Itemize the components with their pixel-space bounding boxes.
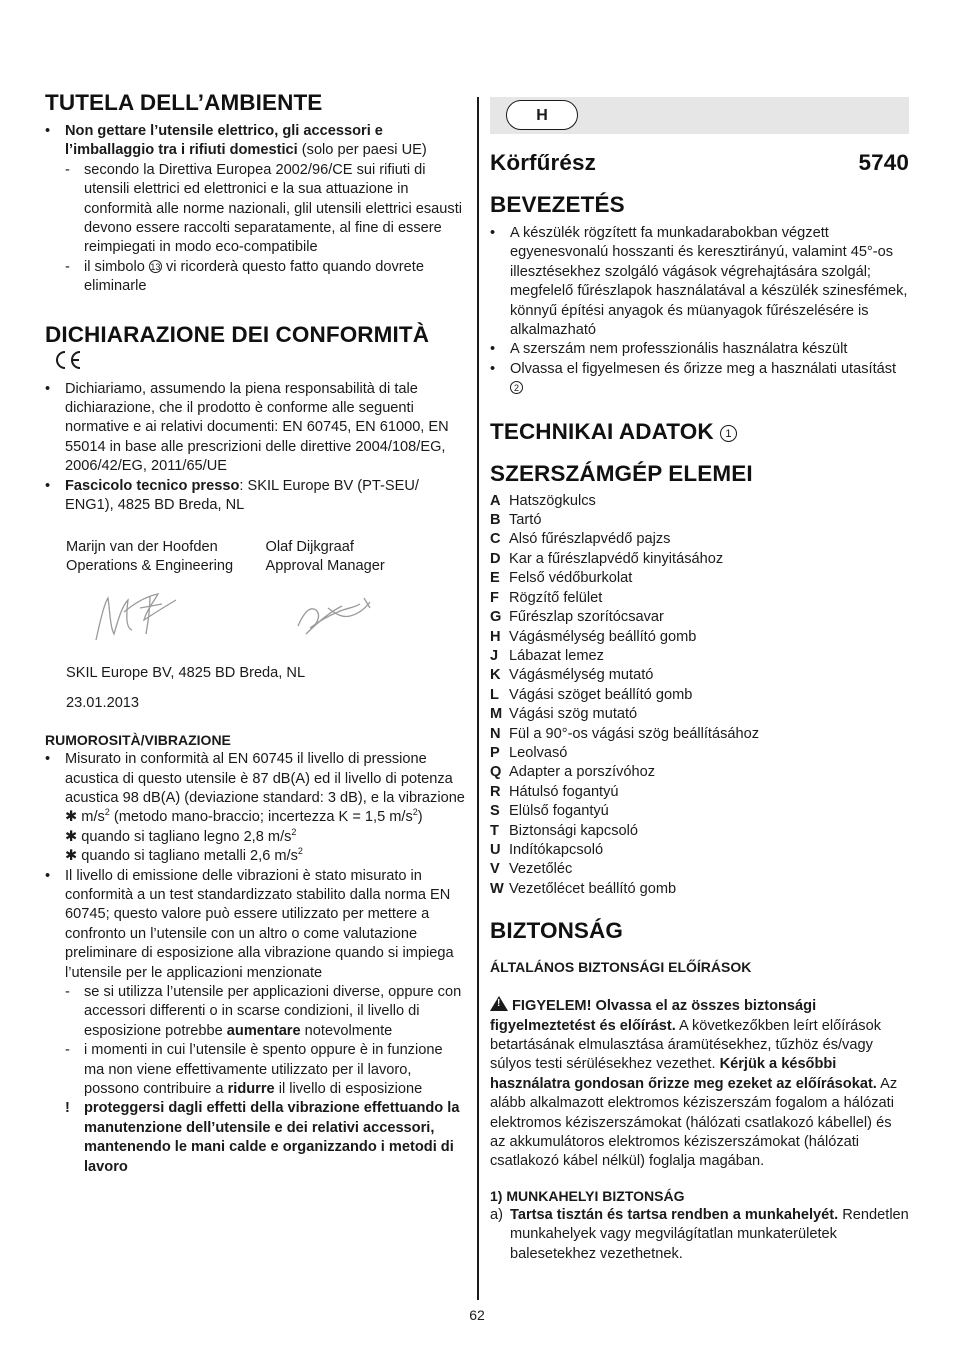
part-letter: G (490, 609, 502, 626)
list-item (490, 492, 909, 511)
warning-triangle-icon (490, 996, 508, 1011)
list-item (490, 530, 909, 549)
exclamation-mark: ! (65, 1100, 70, 1117)
superscript: 2 (291, 826, 297, 837)
noise-section (45, 750, 465, 1177)
list-item: - se si utilizza l’utensile per applicazioni diverse, oppure con accessori differenti o in scarse condizioni, il livello di esposizione potrebbe aumentare notevolmente (65, 984, 462, 1039)
part-letter: J (490, 647, 499, 664)
noise-dash-1-b: notevolmente (300, 1022, 393, 1039)
env-bullet-rest: (solo per paesi UE) (297, 142, 427, 159)
part-label: Fül a 90°-os vágási szög beállításához (509, 725, 760, 742)
part-letter: E (490, 570, 500, 587)
list-item: • Non gettare l’utensile elettrico, gli accessori e l’imballaggio tra i rifiuti domestici (solo per paesi UE) (45, 123, 427, 159)
list-item (490, 589, 909, 608)
part-letter: U (490, 841, 501, 858)
part-label: Alsó fűrészlapvédő pajzs (509, 531, 671, 548)
part-label: Adapter a porszívóhoz (509, 764, 656, 781)
part-label: Fűrészlap szorítócsavar (509, 609, 664, 626)
list-item (45, 1099, 465, 1177)
noise-bullet-2: Il livello di emissione delle vibrazioni è stato misurato in conformità a un test standardizzato stabilito dalla norma EN 60745; questo valore può essere utilizzato per mettere a confronto un l’utensile con un altro o come valutazione preliminare di esposizione alla vibrazione quando si impiega l’utensile per le applicazioni menzionate (65, 867, 454, 981)
env-dash-1: secondo la Direttiva Europea 2002/96/CE sui rifiuti di utensili elettrici ed elettronici e la sua attuazione in conformità alle norme nazionali, glil utensili elettrici esausti devono essere raccolti separatamente, al fine di essere reimpiegati in modo eco-compatibile (84, 161, 462, 256)
part-letter: T (490, 822, 499, 839)
intro-bullet-2: A szerszám nem professzionális használatra készült (510, 341, 848, 358)
noise-dash-2-bold: ridurre (227, 1081, 275, 1098)
part-label: Lábazat lemez (509, 647, 604, 664)
list-item (490, 666, 909, 685)
signatories (66, 538, 465, 577)
part-letter: D (490, 550, 501, 567)
tech-heading (490, 419, 909, 445)
list-item (490, 860, 909, 879)
part-label: Vezetőlécet beállító gomb (509, 880, 677, 897)
list-item: • A készülék rögzített fa munkadarabokban végzett egyenesvonalú hosszanti és keresztirányú, valamint 45°-os illesztésekhez szolgáló vágások végrehajtására szolgál; megfelelő fűrészlapok használatával a készülék szinesfémek, könnyű építési anyagok és müanyagok fűrészelésére is alkalmazható (490, 224, 909, 340)
part-label: Biztonsági kapcsoló (509, 822, 638, 839)
list-item (490, 841, 909, 860)
left-column (45, 90, 465, 1177)
vibration-metal: ✱ quando si tagliano metalli 2,6 m/s (65, 848, 298, 865)
product-title-row (490, 150, 909, 176)
noise-dash-2-b: il livello di esposizione (274, 1081, 423, 1098)
warning-text-2: Az alább alkalmazott elektromos kéziszerszám fogalom a hálózati elektromos kéziszerszámokat (hálózati csatlakozó kábellel) és az akkumulátoros elektromos kéziszerszámokat (hálózati csatlakozó kábel nélkül) foglalja magában. (490, 1075, 898, 1170)
list-item (490, 1206, 909, 1264)
figure-ref-13: 13 (150, 261, 161, 272)
list-item: • Misurato in conformità al EN 60745 il livello di pressione acustica di questo utensile è 87 dB(A) ed il livello di potenza acustica 98 dB(A) (deviazione standard: 3 dB), e la vibrazione ✱ $m/s^2$ (metodo mano-braccio; incertezza K = 1,5 $m/s^2$) ✱ quando si tagliano legno 2,8 $m/s^2$ ✱ quando si tagliano metalli 2,6 $m/s^2$ (45, 751, 465, 865)
noise-dash-2-a: i momenti in cui l’utensile è spento oppure è in funzione ma non viene effettivamente utilizzato per il lavoro, possono contribuire a (84, 1042, 443, 1098)
part-label: Vágásmélység beállító gomb (509, 628, 697, 645)
list-item (490, 763, 909, 782)
list-item (490, 705, 909, 724)
list-item: • Il livello di emissione delle vibrazioni è stato misurato in conformità a un test standardizzato stabilito dalla norma EN 60745; questo valore può essere utilizzato per mettere a confronto un l’utensile con un altro o come valutazione preliminare di esposizione alla vibrazione quando si impiega l’utensile per le applicazioni menzionate (45, 867, 465, 983)
list-item: - il simbolo 13 vi ricorderà questo fatto quando dovrete eliminarle (65, 258, 424, 295)
part-letter: H (490, 628, 501, 645)
parts-heading: SZERSZÁMGÉP ELEMEI (490, 460, 753, 486)
superscript: 2 (104, 807, 110, 818)
list-item: • A szerszám nem professzionális használatra készült (490, 340, 909, 359)
list-item (490, 686, 909, 705)
noise-protect-note: proteggersi dagli effetti della vibrazione effettuando la manutenzione dell’utensile e dei relativi accessori, mantenendo le mani calde e organizzando i metodi di lavoro (84, 1100, 460, 1175)
part-label: Leolvasó (509, 744, 568, 761)
part-label: Rögzítő felület (509, 589, 603, 606)
part-label: Hátulsó fogantyú (509, 783, 619, 800)
warning-bold-1: FIGYELEM! Olvassa el az összes biztonsági figyelmeztetést és előírást. (490, 998, 817, 1034)
part-label: Hatszögkulcs (509, 492, 596, 509)
noise-bullet-1-c: ) (417, 809, 423, 826)
list-item (490, 822, 909, 841)
intro-heading: BEVEZETÉS (490, 192, 625, 217)
signatory-2-role: Approval Manager (265, 557, 385, 574)
superscript: 2 (412, 807, 418, 818)
part-letter: Q (490, 764, 502, 781)
part-letter: B (490, 512, 501, 529)
work-area-heading: 1) MUNKAHELYI BIZTONSÁG (490, 1187, 685, 1204)
safety-heading: BIZTONSÁG (490, 918, 623, 944)
part-letter: S (490, 803, 500, 820)
conformity-bullet-1: Dichiariamo, assumendo la piena responsabilità di tale dichiarazione, che il prodotto è conforme alle seguenti normative e ai relativi documenti: EN 60745, EN 61000, EN 55014 in base alle prescrizioni delle direttive 2004/108/EG, 2006/42/EG, 2011/65/UE (65, 380, 449, 475)
figure-ref-2: 2 (510, 381, 523, 394)
intro-section (490, 224, 909, 399)
list-item: - i momenti in cui l’utensile è spento oppure è in funzione ma non viene effettivamente utilizzato per il lavoro, possono contribuire a ridurre il livello di esposizione (65, 1042, 443, 1098)
warning-bold-2: Kérjük a későbbi használatra gondosan őrizze meg ezeket az előírásokat. (490, 1056, 877, 1092)
env-heading: TUTELA DELL’AMBIENTE (45, 90, 323, 115)
list-item: • Dichiariamo, assumendo la piena responsabilità di tale dichiarazione, che il prodotto è conforme alle seguenti normative e ai relativi documenti: EN 60745, EN 61000, EN 55014 in base alle prescrizioni delle direttive 2004/108/EG, 2006/42/EG, 2011/65/UE (45, 380, 465, 477)
signatory-1-name: Marijn van der Hoofden (66, 538, 218, 555)
tech-title: TECHNIKAI ADATOK (490, 418, 721, 444)
part-letter: M (490, 706, 503, 723)
item-label: a) (490, 1206, 503, 1223)
product-model: 5740 (858, 150, 909, 175)
right-column (490, 97, 909, 1264)
signatures (66, 582, 465, 652)
env-bullet-bold: Non gettare l’utensile elettrico, gli accessori e l’imballaggio tra i rifiuti domestici (65, 123, 383, 159)
noise-bullet-1-b: (metodo mano-braccio; incertezza K = 1,5 m/s (109, 809, 413, 826)
noise-dash-1-bold: aumentare (226, 1022, 301, 1039)
column-divider (477, 97, 479, 1300)
general-safety-heading: ÁLTALÁNOS BIZTONSÁGI ELŐÍRÁSOK (490, 959, 752, 976)
intro-bullet-1: A készülék rögzített fa munkadarabokban végzett egyenesvonalú hosszanti és keresztirányú, valamint 45°-os illesztésekhez szolgáló vágások végrehajtására szolgál; megfelelő fűrészlapok használatával a készülék szinesfémek, könnyű építési anyagok és müanyagok fűrészelésére is alkalmazható (510, 225, 908, 339)
part-letter: C (490, 531, 501, 548)
part-letter: A (490, 492, 501, 509)
list-item (490, 511, 909, 530)
noise-dash-1-a: se si utilizza l’utensile per applicazioni diverse, oppure con accessori differenti o in scarse condizioni, il livello di esposizione potrebbe (84, 984, 462, 1039)
part-letter: F (490, 589, 499, 606)
ce-mark-icon (53, 348, 83, 374)
tech-file-label: Fascicolo tecnico presso (65, 477, 240, 494)
signature-image (66, 582, 396, 652)
env-section (45, 122, 465, 297)
part-letter: R (490, 783, 501, 800)
noise-heading: RUMOROSITÀ/VIBRAZIONE (45, 732, 231, 749)
noise-bullet-1-a: Misurato in conformità al EN 60745 il livello di pressione acustica di questo utensile è 87 dB(A) ed il livello di potenza acustica 98 dB(A) (deviazione standard: 3 dB), e la vibrazione ✱ m/s (65, 751, 465, 826)
env-dash-2-b: vi ricorderà questo fatto quando dovrete eliminarle (84, 258, 424, 295)
part-label: Tartó (509, 512, 542, 529)
signatory-1-role: Operations & Engineering (66, 557, 234, 574)
product-name: Körfűrész (490, 150, 596, 175)
part-letter: K (490, 667, 501, 684)
conformity-heading (45, 322, 465, 374)
list-item: • Olvassa el figyelmesen és őrizze meg a használati utasítást 2 (490, 360, 897, 394)
part-label: Vágási szöget beállító gomb (509, 686, 693, 703)
part-label: Vágásmélység mutató (509, 667, 654, 684)
parts-list (490, 492, 909, 900)
part-letter: V (490, 861, 500, 878)
tech-file-address: : SKIL Europe BV (PT-SEU/ ENG1), 4825 BD Breda, NL (65, 477, 419, 514)
list-item: - secondo la Direttiva Europea 2002/96/CE sui rifiuti di utensili elettrici ed elettronici e la sua attuazione in conformità alle norme nazionali, glil utensili elettrici esausti devono essere raccolti separatamente, al fine di essere reimpiegati in modo eco-compatibile (45, 161, 465, 258)
language-bar (490, 97, 909, 134)
work-area-text: Rendetlen munkahelyek vagy megvilágítatlan munkaterületek balesetekhez vezethetnek. (510, 1206, 909, 1262)
env-dash-2-a: il simbolo (84, 258, 149, 275)
signatory-1 (66, 538, 266, 577)
part-label: Kar a fűrészlapvédő kinyitásához (509, 550, 724, 567)
conformity-section (45, 380, 465, 713)
part-label: Vezetőléc (509, 861, 573, 878)
list-item (490, 880, 909, 899)
list-item (490, 608, 909, 627)
part-letter: P (490, 744, 500, 761)
signatory-2 (266, 538, 466, 577)
part-letter: N (490, 725, 501, 742)
superscript: 2 (297, 846, 303, 857)
list-item (490, 628, 909, 647)
list-item (490, 783, 909, 802)
warning-paragraph (490, 996, 909, 1172)
conformity-title: DICHIARAZIONE DEI CONFORMITÀ (45, 321, 430, 347)
list-item: • Fascicolo tecnico presso: SKIL Europe BV (PT-SEU/ ENG1), 4825 BD Breda, NL (45, 477, 419, 514)
list-item (490, 725, 909, 744)
language-badge: H (506, 100, 578, 130)
part-letter: W (490, 880, 504, 897)
figure-ref-1: 1 (720, 425, 737, 442)
list-item (490, 550, 909, 569)
part-label: Indítókapcsoló (509, 841, 604, 858)
company-line: SKIL Europe BV, 4825 BD Breda, NL (66, 665, 306, 682)
declaration-date: 23.01.2013 (66, 694, 140, 711)
list-item (490, 647, 909, 666)
list-item (490, 802, 909, 821)
part-letter: L (490, 686, 499, 703)
intro-bullet-3: Olvassa el figyelmesen és őrizze meg a használati utasítást (510, 360, 897, 377)
warning-text-1: A következőkben leírt előírások betartásának elmulasztása áramütésekhez, tűzhöz és/vagy súlyos testi sérülésekhez vezethet. (490, 1017, 881, 1073)
list-item (490, 569, 909, 588)
signatory-2-name: Olaf Dijkgraaf (265, 538, 354, 555)
vibration-wood: ✱ quando si tagliano legno 2,8 m/s (65, 828, 292, 845)
part-label: Elülső fogantyú (509, 803, 609, 820)
part-label: Vágási szög mutató (509, 706, 638, 723)
part-label: Felső védőburkolat (509, 570, 633, 587)
page-number: 62 (469, 1307, 485, 1323)
list-item (490, 744, 909, 763)
work-area-bold: Tartsa tisztán és tartsa rendben a munkahelyét. (510, 1206, 839, 1223)
